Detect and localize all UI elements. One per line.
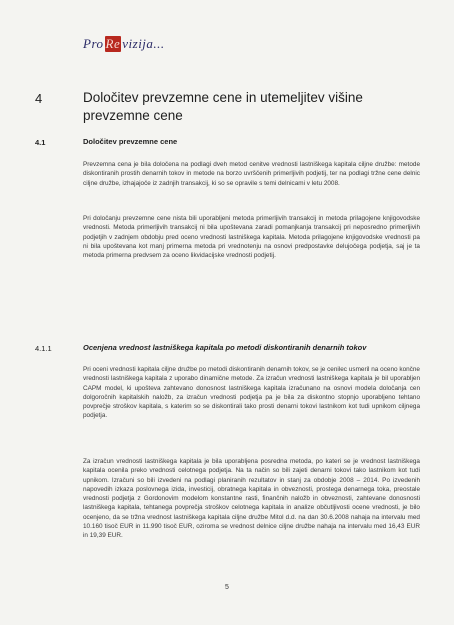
paragraph-valuation-result: Za izračun vrednosti lastniškega kapitala je bila uporabljena posredna metoda, po kateri se je vrednost lastniškega kapitala ocenila preko vrednosti celotnega podjetja. Na ta način so bili zajeti denarni tokovi tako lastnikom kot tudi upnikom. Izračuni so bili izvedeni na podlagi planiranih rezultatov in stanj za obdobje 2008 – 2014. Po izvedenih napovedih izkaza poslovnega izida, investicij, obratnega kapitala in obveznosti, prostega denarnega toka, preostale vrednosti podjetja z Gordonovim modelom konstantne rasti, finančnih naložb in obveznosti, zahtevane donosnosti lastniškega kapitala, tehtanega povprečja stroškov celotnega kapitala in analize občutljivosti ocene vrednosti, je bilo ocenjeno, da se tržna vrednost lastniškega kapitala ciljne družbe Mitol d.d. na dan 30.6.2008 nahaja na intervalu med 10.160 tisoč EUR in 11.990 tisoč EUR, oziroma se vrednost delnice ciljne družbe nahaja na intervalu med 16,43 EUR in 19,39 EUR. (83, 458, 420, 540)
page-number: 5 (225, 584, 229, 591)
paragraph-pricing-methods: Prevzemna cena je bila določena na podlagi dveh metod cenitve vrednosti lastniškega kapitala ciljne družbe: metode diskontiranih prostih denarnih tokov in metode na borzo uvrščenih primerljivih podjetij, ter na podlagi tržne cene delnic ciljne družbe, izhajajoče iz zadnjih transakcij, ki so se opravile s temi delnicami v letu 2008. (83, 161, 420, 187)
section-number: 4 (35, 91, 43, 106)
provizija-logo (83, 36, 165, 52)
subsection-number: 4.1 (35, 138, 46, 147)
logo-text-post: vizija... (122, 36, 165, 51)
subsubsection-title: Ocenjena vrednost lastniškega kapitala po metodi diskontiranih denarnih tokov (83, 343, 367, 352)
subsubsection-number: 4.1.1 (35, 344, 52, 353)
paragraph-excluded-methods: Pri določanju prevzemne cene nista bili uporabljeni metoda primerljivih transakcij in metoda prilagojene knjigovodske vrednosti. Metoda primerljivih transakcij ni bila upoštevana zaradi pomanjkanja transakcij pri neposredno primerljivih podjetjih v zadnjem obdobju pred oceno vrednosti lastniškega kapitala. Metoda prilagojene knjigovodske vrednosti pa ni bila upoštevana kot manj primerna metoda pri vrednotenju na osnovi predpostavke delujočega podjetja, saj je ta metoda primerna predvsem za oceno likvidacijske vrednosti podjetij. (83, 215, 420, 260)
subsection-title: Določitev prevzemne cene (83, 137, 178, 146)
paragraph-dcf-method: Pri oceni vrednosti kapitala ciljne družbe po metodi diskontiranih denarnih tokov, se je cenilec usmeril na oceno končne vrednosti lastniškega kapitala z uporabo dinamične metode. Za izračun vrednosti lastniškega kapitala je bil uporabljen CAPM model, ki upošteva zahtevano donosnost lastniškega kapitala izračunano na osnovi modela določanja cen dolgoročnih kapitalskih naložb, za izračun vrednosti podjetja pa je bila za diskontno stopnjo uporabljeno tehtano povprečje stroškov kapitala, s katerim so se diskontirali tako prosti denarni tokovi lastnikom kot tudi upnikom ciljnega podjetja. (83, 366, 420, 420)
logo-text-pre: Pro (83, 36, 104, 51)
logo-re-mark: Re (105, 36, 121, 51)
section-title: Določitev prevzemne cene in utemeljitev višine prevzemne cene (83, 90, 363, 123)
